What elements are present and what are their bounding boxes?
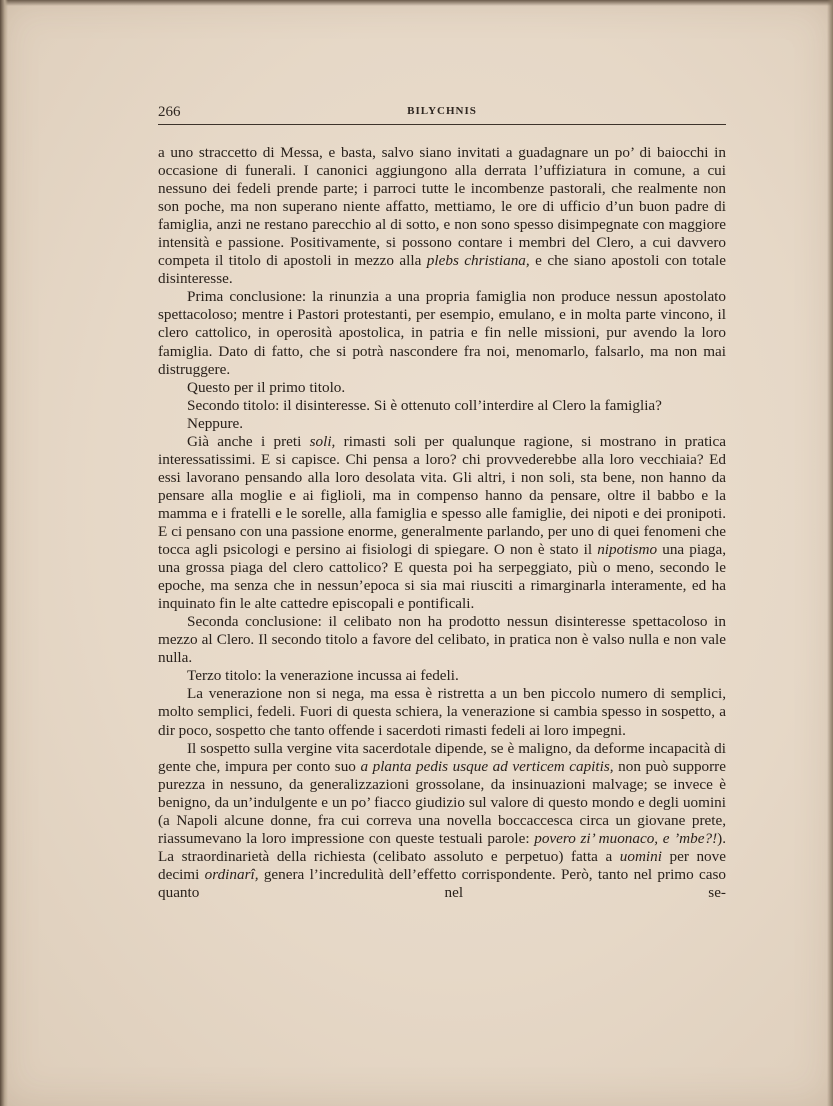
text-run: Già anche i preti <box>187 432 310 450</box>
italic-run: plebs christiana, <box>426 252 530 270</box>
header-rule <box>158 124 726 125</box>
text-run: Il sospetto sulla vergine vita sacerdotale dipende, se è maligno, da deforme incapacità di gente che, impura per conto suo <box>158 739 726 775</box>
text-run: genera l’incredulità dell’effetto corrispondente. Però, tanto nel primo caso quanto nel se- <box>158 865 726 901</box>
paragraph-continuation <box>158 144 726 288</box>
text-run: rimasti soli per qualunque ragione, si mostrano in pratica interessatissimi. E si capisce. Chi pensa a loro? chi provvederebbe alla loro vecchiaia? Ed essi lavorano pensando alla loro desolata vita. Gli altri, i non soli, sta bene, non hanno da pensare alla moglie e ai figlioli, ma in compenso hanno da pensare, oltre il babbo e la mamma e i fratelli e le sorelle, alla famiglia e spesso alle famiglie, dei nipoti e dei pronipoti. E ci pensano con una passione enorme, generalmente parlando, per uno di quei fenomeni che tocca agli psicologi e persino ai fisiologi di spiegare. O non è stato il <box>158 432 726 559</box>
italic-run: ordinarî, <box>204 865 259 883</box>
text-run: ). La straordinarietà della richiesta (celibato assoluto e perpetuo) fatta a <box>158 829 727 865</box>
italic-run: uomini <box>619 847 662 865</box>
page-binding-edge <box>0 0 8 1106</box>
text-run: e che siano apostoli con totale disinteresse. <box>158 252 727 288</box>
paragraph-third-title: Terzo titolo: la venerazione incussa ai fedeli. <box>187 667 459 685</box>
text-body <box>158 144 726 902</box>
page-right-edge <box>827 0 833 1106</box>
italic-run: a planta pedis usque ad verticem capitis, <box>360 757 614 775</box>
paragraph-neppure: Neppure. <box>187 414 244 432</box>
paragraph-preti-soli <box>158 433 726 613</box>
italic-run: soli, <box>309 432 336 450</box>
page-top-edge <box>0 0 833 6</box>
paragraph-first-title: Questo per il primo titolo. <box>187 378 346 396</box>
text-run: una piaga, una grossa piaga del clero cattolico? E questa poi ha serpeggiato, più o meno, secondo le epoche, ma senza che in nessun’epoca si sia mai riusciti a rimarginarla interamente, ed ha inquinato fin le alte cattedre episcopali e pontificali. <box>158 541 726 613</box>
text-run: a uno straccetto di Messa, e basta, salvo siano invitati a guadagnare un po’ di baiocchi in occasione di funerali. I canonici aggiungono alla derrata l’uffiziatura in comune, a cui nessuno dei fedeli prende parte; i parroci tutte le incombenze pastorali, che realmente non son poche, ma non superano niente affatto, mettiamo, le ore di ufficio d’un buon padre di famiglia, anzi ne restano parecchio al di sotto, e non sono spesso disimpegnate con maggiore intensità e passione. Positivamente, si possono contare i membri del Clero, a cui davvero competa il titolo di apostoli in mezzo alla <box>158 144 726 270</box>
paragraph-second-title: Secondo titolo: il disinteresse. Si è ottenuto coll’interdire al Clero la famiglia? <box>187 396 662 414</box>
paragraph-venerazione: La venerazione non si nega, ma essa è ristretta a un ben piccolo numero di semplici, molto semplici, fedeli. Fuori di questa schiera, la venerazione si cambia spesso in sospetto, a dir poco, sospetto che tanto offende i sacerdoti rimasti fedeli ai loro impegni. <box>158 685 726 739</box>
paragraph-sospetto <box>158 740 726 902</box>
paragraph-first-conclusion: Prima conclusione: la rinunzia a una propria famiglia non produce nessun apostolato spettacoloso; mentre i Pastori protestanti, per esempio, emulano, e in molta parte vincono, il clero cattolico, in operosità apostolica, in patria e fin nelle missioni, pur avendo la loro famiglia. Dato di fatto, che si potrà nascondere fra noi, menomarlo, falsarlo, ma non mai distruggere. <box>158 288 726 378</box>
paragraph-second-conclusion: Seconda conclusione: il celibato non ha prodotto nessun disinteresse spettacoloso in mezzo al Clero. Il secondo titolo a favore del celibato, in pratica non è valso nulla e non vale nulla. <box>158 613 726 667</box>
text-run: non può supporre purezza in nessuno, da generalizzazioni grossolane, da insinuazioni malvage; se invece è benigno, da un’indulgente e un po’ fiacco giudizio sul valore di questo mondo e degli uomini (a Napoli alcune donne, fra cui correva una novella boccaccesca circa un giovane prete, riassumevano la loro impressione con queste testuali parole: <box>158 757 726 847</box>
journal-title: BILYCHNIS <box>407 105 477 117</box>
italic-run: povero zi’ muonaco, e ’mbe?! <box>534 829 718 847</box>
running-head <box>158 104 726 124</box>
page-number: 266 <box>158 104 181 120</box>
text-run: per nove decimi <box>158 847 726 883</box>
italic-run: nipotismo <box>597 541 658 559</box>
